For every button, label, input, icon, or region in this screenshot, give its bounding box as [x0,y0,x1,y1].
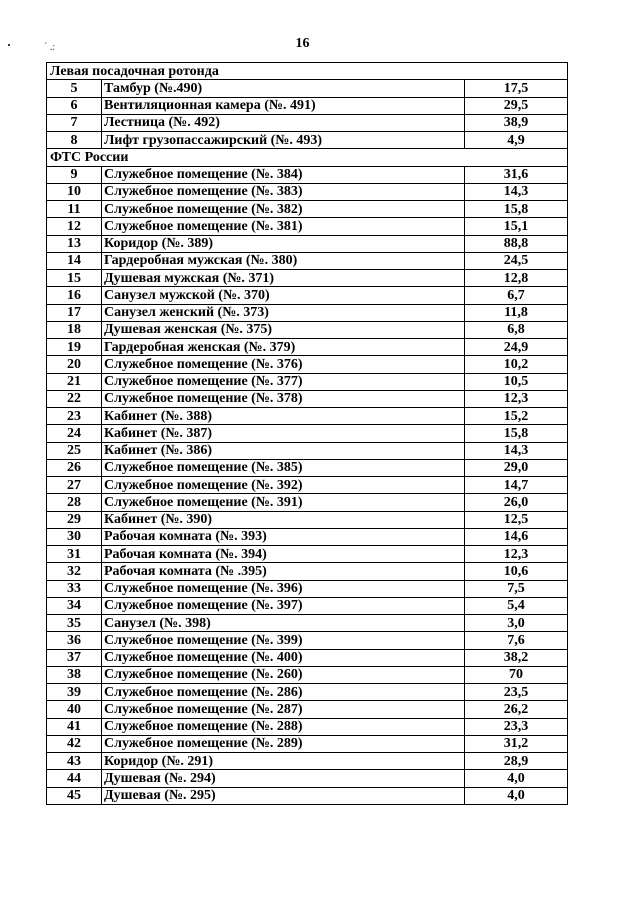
room-area-cell: 15,2 [465,408,568,425]
scan-mark: ˊ .: [44,42,56,53]
room-area-cell: 29,0 [465,459,568,476]
room-name-cell: Лифт грузопассажирский (№. 493) [102,132,465,149]
row-number-cell: 41 [47,718,102,735]
table-row [47,97,568,114]
room-name-cell: Коридор (№. 291) [102,753,465,770]
room-name-cell: Служебное помещение (№. 397) [102,597,465,614]
table-row [47,684,568,701]
room-name-cell: Служебное помещение (№. 378) [102,390,465,407]
room-area-cell: 10,6 [465,563,568,580]
room-name-cell: Служебное помещение (№. 381) [102,218,465,235]
room-area-cell: 88,8 [465,235,568,252]
table-row [47,649,568,666]
room-name-cell: Рабочая комната (№. 394) [102,546,465,563]
table-row [47,235,568,252]
table-row [47,183,568,200]
row-number-cell: 23 [47,408,102,425]
table-row [47,494,568,511]
scan-speck [8,44,10,46]
room-name-cell: Коридор (№. 389) [102,235,465,252]
row-number-cell: 40 [47,701,102,718]
room-area-cell: 31,2 [465,735,568,752]
table-row [47,615,568,632]
room-name-cell: Гардеробная женская (№. 379) [102,339,465,356]
room-area-cell: 38,2 [465,649,568,666]
room-area-cell: 7,6 [465,632,568,649]
row-number-cell: 31 [47,546,102,563]
room-name-cell: Служебное помещение (№. 288) [102,718,465,735]
row-number-cell: 10 [47,183,102,200]
room-area-cell: 6,7 [465,287,568,304]
row-number-cell: 9 [47,166,102,183]
room-area-cell: 12,3 [465,546,568,563]
room-area-cell: 3,0 [465,615,568,632]
row-number-cell: 11 [47,201,102,218]
room-area-cell: 14,7 [465,477,568,494]
table-row [47,666,568,683]
room-area-cell: 24,5 [465,252,568,269]
table-row [47,270,568,287]
row-number-cell: 17 [47,304,102,321]
row-number-cell: 24 [47,425,102,442]
table-row [47,597,568,614]
room-area-cell: 11,8 [465,304,568,321]
row-number-cell: 37 [47,649,102,666]
table-row [47,511,568,528]
section-header-row [47,63,568,80]
table-row [47,218,568,235]
table-row [47,632,568,649]
table-row [47,287,568,304]
room-area-cell: 31,6 [465,166,568,183]
room-name-cell: Служебное помещение (№. 384) [102,166,465,183]
row-number-cell: 28 [47,494,102,511]
row-number-cell: 27 [47,477,102,494]
table-row [47,753,568,770]
row-number-cell: 44 [47,770,102,787]
room-name-cell: Служебное помещение (№. 399) [102,632,465,649]
table-row [47,80,568,97]
table-row [47,166,568,183]
room-name-cell: Служебное помещение (№. 392) [102,477,465,494]
row-number-cell: 14 [47,252,102,269]
room-name-cell: Служебное помещение (№. 287) [102,701,465,718]
room-name-cell: Душевая (№. 295) [102,787,465,804]
table-row [47,132,568,149]
room-name-cell: Служебное помещение (№. 400) [102,649,465,666]
room-area-cell: 29,5 [465,97,568,114]
room-name-cell: Служебное помещение (№. 377) [102,373,465,390]
room-name-cell: Кабинет (№. 387) [102,425,465,442]
row-number-cell: 5 [47,80,102,97]
table-row [47,356,568,373]
room-name-cell: Санузел мужской (№. 370) [102,287,465,304]
row-number-cell: 26 [47,459,102,476]
table-row [47,563,568,580]
row-number-cell: 43 [47,753,102,770]
room-area-cell: 4,0 [465,787,568,804]
room-area-cell: 7,5 [465,580,568,597]
room-name-cell: Служебное помещение (№. 385) [102,459,465,476]
row-number-cell: 6 [47,97,102,114]
room-name-cell: Вентиляционная камера (№. 491) [102,97,465,114]
rooms-table-body [47,63,568,805]
rooms-table [46,62,568,805]
page-number: 16 [295,36,310,51]
room-area-cell: 12,8 [465,270,568,287]
room-area-cell: 26,2 [465,701,568,718]
section-title: ФТС России [47,149,568,166]
row-number-cell: 39 [47,684,102,701]
room-name-cell: Санузел (№. 398) [102,615,465,632]
row-number-cell: 12 [47,218,102,235]
row-number-cell: 29 [47,511,102,528]
room-name-cell: Санузел женский (№. 373) [102,304,465,321]
section-title: Левая посадочная ротонда [47,63,568,80]
table-row [47,718,568,735]
row-number-cell: 8 [47,132,102,149]
table-row [47,390,568,407]
row-number-cell: 21 [47,373,102,390]
row-number-cell: 38 [47,666,102,683]
room-name-cell: Служебное помещение (№. 289) [102,735,465,752]
table-row [47,701,568,718]
room-name-cell: Душевая (№. 294) [102,770,465,787]
section-header-row [47,149,568,166]
room-name-cell: Рабочая комната (№ .395) [102,563,465,580]
row-number-cell: 32 [47,563,102,580]
room-name-cell: Служебное помещение (№. 383) [102,183,465,200]
room-area-cell: 4,9 [465,132,568,149]
room-area-cell: 28,9 [465,753,568,770]
table-row [47,477,568,494]
table-row [47,339,568,356]
room-area-cell: 6,8 [465,321,568,338]
table-row [47,304,568,321]
room-area-cell: 4,0 [465,770,568,787]
room-area-cell: 12,3 [465,390,568,407]
row-number-cell: 7 [47,114,102,131]
room-area-cell: 24,9 [465,339,568,356]
table-row [47,528,568,545]
table-row [47,787,568,804]
row-number-cell: 42 [47,735,102,752]
room-area-cell: 17,5 [465,80,568,97]
table-row [47,408,568,425]
room-name-cell: Кабинет (№. 390) [102,511,465,528]
table-row [47,735,568,752]
room-name-cell: Служебное помещение (№. 391) [102,494,465,511]
room-name-cell: Служебное помещение (№. 286) [102,684,465,701]
table-row [47,459,568,476]
room-area-cell: 15,8 [465,201,568,218]
table-row [47,580,568,597]
room-area-cell: 15,8 [465,425,568,442]
room-area-cell: 70 [465,666,568,683]
room-name-cell: Кабинет (№. 386) [102,442,465,459]
room-name-cell: Тамбур (№.490) [102,80,465,97]
room-name-cell: Служебное помещение (№. 382) [102,201,465,218]
room-area-cell: 14,6 [465,528,568,545]
room-area-cell: 23,5 [465,684,568,701]
room-name-cell: Рабочая комната (№. 393) [102,528,465,545]
row-number-cell: 15 [47,270,102,287]
row-number-cell: 35 [47,615,102,632]
room-area-cell: 14,3 [465,442,568,459]
room-area-cell: 10,2 [465,356,568,373]
room-name-cell: Лестница (№. 492) [102,114,465,131]
room-name-cell: Служебное помещение (№. 376) [102,356,465,373]
row-number-cell: 20 [47,356,102,373]
table-row [47,321,568,338]
room-name-cell: Гардеробная мужская (№. 380) [102,252,465,269]
table-row [47,201,568,218]
room-name-cell: Душевая женская (№. 375) [102,321,465,338]
room-name-cell: Кабинет (№. 388) [102,408,465,425]
row-number-cell: 19 [47,339,102,356]
table-row [47,442,568,459]
room-name-cell: Служебное помещение (№. 260) [102,666,465,683]
table-row [47,770,568,787]
room-area-cell: 38,9 [465,114,568,131]
row-number-cell: 18 [47,321,102,338]
room-area-cell: 5,4 [465,597,568,614]
row-number-cell: 34 [47,597,102,614]
room-area-cell: 23,3 [465,718,568,735]
room-area-cell: 10,5 [465,373,568,390]
row-number-cell: 45 [47,787,102,804]
table-row [47,546,568,563]
room-name-cell: Душевая мужская (№. 371) [102,270,465,287]
table-row [47,114,568,131]
row-number-cell: 36 [47,632,102,649]
room-area-cell: 12,5 [465,511,568,528]
room-area-cell: 14,3 [465,183,568,200]
row-number-cell: 16 [47,287,102,304]
row-number-cell: 33 [47,580,102,597]
row-number-cell: 13 [47,235,102,252]
row-number-cell: 30 [47,528,102,545]
room-area-cell: 15,1 [465,218,568,235]
row-number-cell: 22 [47,390,102,407]
table-row [47,252,568,269]
table-row [47,373,568,390]
room-area-cell: 26,0 [465,494,568,511]
room-name-cell: Служебное помещение (№. 396) [102,580,465,597]
row-number-cell: 25 [47,442,102,459]
table-row [47,425,568,442]
